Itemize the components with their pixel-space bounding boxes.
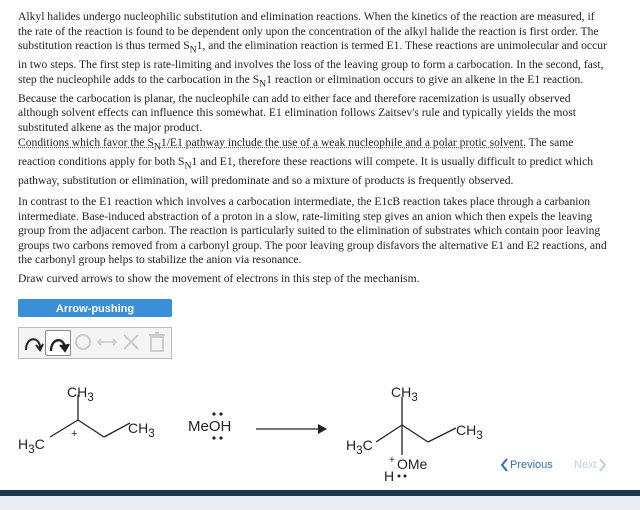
next-label: Next — [574, 459, 597, 471]
conditions-paragraph: Conditions which favor the $S_N1/E1$ pathway include the use of a weak nucleophile and a polar protic solvent. The same reaction conditions apply for both $S_N1$ and E1, therefore these reactions will compete. It is usually difficult to predict which pathway, substitution or elimination, will predominate and so a mixture of products is frequently observed. — [18, 136, 594, 187]
bottom-strip — [0, 496, 640, 510]
reaction-arrow-head — [318, 424, 327, 434]
lone-pair-dots — [208, 410, 228, 442]
clear-icon[interactable] — [119, 330, 143, 354]
reactant-ch3-right: $CH_3$ — [128, 420, 155, 440]
product-lone-pair — [396, 472, 410, 480]
nucleophile-meoh: MeOH — [188, 418, 232, 435]
reaction-scheme — [0, 375, 640, 490]
e1cb-paragraph: In contrast to the E1 reaction which involves a carbocation intermediate, the E1cB reaction takes place through a carbanion intermediate. Base-induced abstraction of a proton in a slow, rate-limiting step gives an anion which then expels the leaving group from the adjacent carbon. The reaction is particularly suited to the elimination of substrates which contain poor leaving groups two carbons removed from a carbonyl group. The poor leaving group disfavors the alternative E1 and E2 reactions, and the carbonyl group helps to stabilize the anion via resonance. — [18, 195, 607, 267]
next-button[interactable] — [574, 458, 607, 472]
reactant-ch3-top: $CH_3$ — [67, 384, 94, 404]
chevron-left-icon — [500, 458, 508, 472]
bond — [402, 425, 428, 442]
bond — [78, 420, 104, 437]
bond — [104, 423, 130, 437]
drawing-toolbar — [18, 327, 172, 359]
product-charge: + — [389, 455, 395, 466]
double-curved-arrow-icon[interactable] — [45, 330, 71, 356]
product-h3c-left: $H_3C$ — [346, 437, 373, 457]
product-ch3-top: $CH_3$ — [391, 384, 418, 404]
arrow-pushing-instructions-button[interactable]: Arrow-pushing — [18, 299, 172, 317]
radical-icon[interactable] — [71, 330, 95, 354]
product-ome: OMe — [397, 456, 428, 472]
product-h: H — [384, 468, 395, 484]
reactant-h3c-left: $H_3C$ — [18, 436, 45, 456]
single-curved-arrow-icon[interactable] — [21, 330, 45, 354]
resonance-arrow-icon[interactable] — [95, 330, 119, 354]
product-ch3-right: $CH_3$ — [456, 422, 483, 442]
previous-button[interactable] — [500, 458, 553, 472]
intro-paragraph: Alkyl halides undergo nucleophilic substitution and elimination reactions. When the kinetics of the reaction are measured, if the rate of the reaction is found to be dependent only upon the concentration of the alkyl halide the reaction is first order. The substitution reaction is thus termed $S_N1$, and the elimination reaction is termed E1. These reactions are unimolecular and occur in two steps. The first step is rate-limiting and involves the loss of the leaving group to form a carbocation. In the second, fast, step the nucleophile adds to the carbocation in the $S_N1$ reaction or elimination occurs to give an alkene in the E1 reaction. Because the carbocation is planar, the nucleophile can add to either face and therefore racemization is usually observed although solvent effects can influence this somewhat. E1 elimination follows Zaitsev's rule and typically yields the most substituted alkene as the major product. — [18, 10, 607, 134]
task-instruction: Draw curved arrows to show the movement of electrons in this step of the mechanism. — [18, 272, 420, 285]
delete-icon[interactable] — [145, 330, 169, 354]
previous-label: Previous — [510, 459, 553, 471]
bond — [428, 428, 456, 442]
bond — [376, 425, 402, 442]
chevron-right-icon — [599, 458, 607, 472]
reactant-charge: + — [71, 428, 78, 440]
